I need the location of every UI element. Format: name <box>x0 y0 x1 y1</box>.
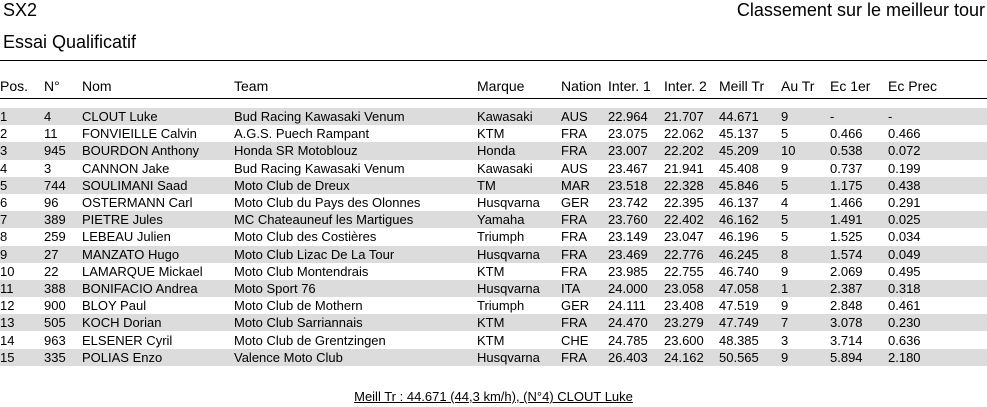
cell-nation: AUS <box>561 108 608 125</box>
table-row <box>0 194 987 211</box>
cell-team: Honda SR Motoblouz <box>234 142 477 159</box>
cell-inter-1: 23.149 <box>608 229 648 245</box>
cell-gap-previous: 0.466 <box>888 126 921 142</box>
table-row <box>0 211 987 228</box>
cell-inter-1: 23.742 <box>608 195 648 211</box>
cell-team: Moto Sport 76 <box>234 280 477 297</box>
cell-lap-number: 5 <box>781 126 789 142</box>
cell-number: 4 <box>44 108 82 125</box>
cell-inter-1: 23.007 <box>608 142 664 159</box>
table-row <box>0 228 987 245</box>
cell-gap-first: 1.466 <box>830 195 863 211</box>
cell-pos: 8 <box>0 229 8 245</box>
cell-lap-number: 1 <box>781 280 830 297</box>
cell-gap-first: 0.538 <box>830 142 888 159</box>
cell-team: Moto Club de Dreux <box>234 177 477 194</box>
cell-best-lap: 50.565 <box>719 349 781 366</box>
cell-lap-number: 9 <box>781 298 789 314</box>
cell-team: Moto Club de Mothern <box>234 298 363 314</box>
cell-pos: 14 <box>0 332 15 348</box>
cell-team: Moto Club des Costières <box>234 229 377 245</box>
cell-brand: Triumph <box>477 229 525 245</box>
cell-inter-2: 23.047 <box>664 229 704 245</box>
cell-gap-first: 2.069 <box>830 263 863 279</box>
category-title: SX2 <box>3 0 38 20</box>
results-body <box>0 108 987 366</box>
cell-lap-number: 7 <box>781 314 830 331</box>
cell-gap-first: 1.574 <box>830 246 888 263</box>
cell-nation: FRA <box>561 349 608 366</box>
column-header-inter-2: Inter. 2 <box>664 78 707 94</box>
cell-gap-previous: 0.318 <box>888 280 987 297</box>
cell-best-lap: 46.245 <box>719 246 781 263</box>
cell-inter-2: 22.062 <box>664 126 704 142</box>
cell-inter-2: 22.328 <box>664 177 719 194</box>
cell-nation: ITA <box>561 280 608 297</box>
cell-gap-previous: - <box>888 108 987 125</box>
table-row <box>0 108 987 125</box>
cell-gap-first: 2.387 <box>830 280 888 297</box>
cell-inter-2: 23.279 <box>664 314 719 331</box>
cell-inter-1: 24.785 <box>608 332 648 348</box>
cell-number: 3 <box>44 160 52 176</box>
cell-nation: AUS <box>561 160 588 176</box>
cell-gap-first: 1.491 <box>830 211 888 228</box>
cell-pos: 12 <box>0 298 15 314</box>
cell-brand: Husqvarna <box>477 195 540 211</box>
cell-inter-1: 24.000 <box>608 280 664 297</box>
cell-nation: FRA <box>561 229 587 245</box>
cell-inter-1: 23.760 <box>608 211 664 228</box>
cell-brand: Triumph <box>477 298 525 314</box>
cell-gap-first: 1.525 <box>830 229 863 245</box>
cell-lap-number: 3 <box>781 332 789 348</box>
cell-brand: Husqvarna <box>477 349 561 366</box>
cell-inter-2: 21.941 <box>664 160 704 176</box>
cell-nation: FRA <box>561 314 608 331</box>
cell-gap-previous: 0.438 <box>888 177 987 194</box>
cell-name: POLIAS Enzo <box>82 349 234 366</box>
cell-team: MC Chateauneuf les Martigues <box>234 211 477 228</box>
cell-number: 744 <box>44 177 82 194</box>
column-header-brand: Marque <box>477 78 525 94</box>
cell-brand: KTM <box>477 126 505 142</box>
cell-nation: FRA <box>561 246 608 263</box>
cell-inter-1: 24.111 <box>608 298 646 314</box>
cell-inter-1: 23.518 <box>608 177 664 194</box>
cell-pos: 1 <box>0 108 44 125</box>
cell-number: 11 <box>44 126 58 142</box>
cell-gap-previous: 0.461 <box>888 298 921 314</box>
cell-best-lap: 45.408 <box>719 160 759 176</box>
cell-gap-previous: 0.291 <box>888 195 921 211</box>
cell-nation: FRA <box>561 263 587 279</box>
cell-number: 388 <box>44 280 82 297</box>
cell-lap-number: 9 <box>781 263 789 279</box>
cell-team: Valence Moto Club <box>234 349 477 366</box>
column-header-number: N° <box>44 78 60 94</box>
cell-nation: GER <box>561 298 590 314</box>
cell-gap-previous: 0.495 <box>888 263 921 279</box>
cell-lap-number: 4 <box>781 195 789 211</box>
cell-gap-first: 5.894 <box>830 349 888 366</box>
cell-nation: CHE <box>561 332 589 348</box>
cell-team: Moto Club du Pays des Olonnes <box>234 195 421 211</box>
cell-pos: 13 <box>0 314 44 331</box>
cell-number: 96 <box>44 195 59 211</box>
cell-pos: 6 <box>0 195 8 211</box>
cell-name: BONIFACIO Andrea <box>82 280 234 297</box>
cell-team: Moto Club Montendrais <box>234 263 369 279</box>
cell-inter-2: 22.755 <box>664 263 704 279</box>
cell-nation: MAR <box>561 177 608 194</box>
cell-inter-2: 23.600 <box>664 332 704 348</box>
cell-lap-number: 9 <box>781 349 830 366</box>
cell-pos: 15 <box>0 349 44 366</box>
table-header <box>0 76 987 108</box>
cell-inter-2: 22.202 <box>664 142 719 159</box>
cell-number: 900 <box>44 298 66 314</box>
column-header-name: Nom <box>82 78 112 94</box>
cell-best-lap: 44.671 <box>719 108 781 125</box>
cell-team: A.G.S. Puech Rampant <box>234 126 370 142</box>
cell-name: SOULIMANI Saad <box>82 177 234 194</box>
cell-team: Bud Racing Kawasaki Venum <box>234 108 477 125</box>
cell-best-lap: 45.846 <box>719 177 781 194</box>
cell-best-lap: 48.385 <box>719 332 759 348</box>
cell-best-lap: 47.058 <box>719 280 781 297</box>
cell-brand: Honda <box>477 142 561 159</box>
cell-name: CLOUT Luke <box>82 108 234 125</box>
cell-gap-previous: 2.180 <box>888 349 987 366</box>
cell-team: Bud Racing Kawasaki Venum <box>234 160 405 176</box>
session-title: Essai Qualificatif <box>3 32 137 52</box>
cell-inter-1: 23.467 <box>608 160 648 176</box>
cell-inter-1: 22.964 <box>608 108 664 125</box>
cell-pos: 5 <box>0 177 44 194</box>
cell-lap-number: 9 <box>781 108 830 125</box>
cell-name: FONVIEILLE Calvin <box>82 126 197 142</box>
cell-gap-first: 3.078 <box>830 314 888 331</box>
table-row <box>0 177 987 194</box>
cell-name: LAMARQUE Mickael <box>82 263 203 279</box>
cell-gap-first: 0.737 <box>830 160 863 176</box>
column-header-gap-previous: Ec Prec <box>888 78 938 94</box>
cell-name: CANNON Jake <box>82 160 170 176</box>
cell-inter-2: 23.058 <box>664 280 719 297</box>
cell-gap-first: 2.848 <box>830 298 863 314</box>
cell-team: Moto Club de Grentzingen <box>234 332 386 348</box>
cell-gap-previous: 0.034 <box>888 229 921 245</box>
cell-brand: Kawasaki <box>477 108 561 125</box>
cell-number: 22 <box>44 263 59 279</box>
column-header-inter-1: Inter. 1 <box>608 78 651 94</box>
cell-name: BOURDON Anthony <box>82 142 234 159</box>
cell-brand: Husqvarna <box>477 280 561 297</box>
cell-inter-2: 22.395 <box>664 195 704 211</box>
cell-best-lap: 45.209 <box>719 142 781 159</box>
cell-lap-number: 10 <box>781 142 830 159</box>
cell-pos: 4 <box>0 160 8 176</box>
cell-brand: KTM <box>477 314 561 331</box>
table-row <box>0 263 987 280</box>
column-header-lap-number: Au Tr <box>781 78 815 94</box>
cell-number: 27 <box>44 246 82 263</box>
cell-name: BLOY Paul <box>82 298 147 314</box>
cell-brand: Yamaha <box>477 211 561 228</box>
cell-gap-first: 1.175 <box>830 177 888 194</box>
cell-number: 259 <box>44 229 66 245</box>
table-row <box>0 125 987 142</box>
cell-name: ELSENER Cyril <box>82 332 173 348</box>
cell-number: 963 <box>44 332 66 348</box>
cell-gap-previous: 0.072 <box>888 142 987 159</box>
cell-name: MANZATO Hugo <box>82 246 234 263</box>
cell-brand: TM <box>477 177 561 194</box>
cell-gap-first: 0.466 <box>830 126 863 142</box>
cell-best-lap: 46.162 <box>719 211 781 228</box>
cell-number: 389 <box>44 211 82 228</box>
cell-inter-2: 23.408 <box>664 298 704 314</box>
cell-brand: Kawasaki <box>477 160 533 176</box>
cell-pos: 10 <box>0 263 15 279</box>
cell-gap-previous: 0.025 <box>888 211 987 228</box>
cell-inter-1: 23.469 <box>608 246 664 263</box>
cell-inter-1: 24.470 <box>608 314 664 331</box>
cell-best-lap: 45.137 <box>719 126 759 142</box>
cell-brand: KTM <box>477 263 505 279</box>
cell-team: Moto Club Lizac De La Tour <box>234 246 477 263</box>
ranking-label: Classement sur le meilleur tour <box>736 0 985 20</box>
cell-gap-previous: 0.636 <box>888 332 921 348</box>
cell-inter-2: 21.707 <box>664 108 719 125</box>
cell-nation: FRA <box>561 142 608 159</box>
cell-name: OSTERMANN Carl <box>82 195 193 211</box>
cell-pos: 7 <box>0 211 44 228</box>
header-divider <box>0 60 987 61</box>
cell-brand: KTM <box>477 332 505 348</box>
table-row <box>0 160 987 177</box>
table-row <box>0 297 987 314</box>
cell-inter-1: 23.075 <box>608 126 648 142</box>
cell-best-lap: 46.196 <box>719 229 759 245</box>
cell-gap-previous: 0.199 <box>888 160 921 176</box>
cell-best-lap: 46.137 <box>719 195 759 211</box>
column-header-pos: Pos. <box>0 78 29 94</box>
cell-lap-number: 9 <box>781 160 789 176</box>
cell-best-lap: 47.749 <box>719 314 781 331</box>
cell-lap-number: 5 <box>781 211 830 228</box>
best-lap-text: Meill Tr : 44.671 (44,3 km/h), (N°4) CLOUT Luke <box>354 389 633 404</box>
cell-team: Moto Club Sarriannais <box>234 314 477 331</box>
cell-pos: 9 <box>0 246 44 263</box>
column-header-nation: Nation <box>561 78 602 94</box>
cell-inter-2: 22.402 <box>664 211 719 228</box>
cell-nation: FRA <box>561 126 587 142</box>
cell-gap-first: - <box>830 108 888 125</box>
cell-lap-number: 8 <box>781 246 830 263</box>
table-row <box>0 246 987 263</box>
cell-number: 505 <box>44 314 82 331</box>
cell-nation: FRA <box>561 211 608 228</box>
cell-number: 335 <box>44 349 82 366</box>
cell-pos: 2 <box>0 126 8 142</box>
best-lap-summary <box>0 389 987 404</box>
cell-inter-2: 22.776 <box>664 246 719 263</box>
table-row <box>0 331 987 348</box>
cell-best-lap: 47.519 <box>719 298 759 314</box>
column-header-team: Team <box>234 78 269 94</box>
column-header-gap-first: Ec 1er <box>830 78 871 94</box>
cell-number: 945 <box>44 142 82 159</box>
cell-name: LEBEAU Julien <box>82 229 171 245</box>
cell-brand: Husqvarna <box>477 246 561 263</box>
cell-gap-previous: 0.049 <box>888 246 987 263</box>
cell-nation: GER <box>561 195 590 211</box>
header-row <box>0 76 987 96</box>
cell-pos: 3 <box>0 142 44 159</box>
cell-inter-1: 23.985 <box>608 263 648 279</box>
table-row <box>0 280 987 297</box>
column-header-best-lap: Meill Tr <box>719 78 765 94</box>
results-table <box>0 76 987 366</box>
cell-lap-number: 5 <box>781 177 830 194</box>
table-row <box>0 349 987 366</box>
table-row <box>0 314 987 331</box>
cell-inter-1: 26.403 <box>608 349 664 366</box>
cell-name: KOCH Dorian <box>82 314 234 331</box>
cell-pos: 11 <box>0 280 44 297</box>
cell-name: PIETRE Jules <box>82 211 234 228</box>
table-row <box>0 142 987 159</box>
cell-gap-first: 3.714 <box>830 332 863 348</box>
cell-gap-previous: 0.230 <box>888 314 987 331</box>
cell-inter-2: 24.162 <box>664 349 719 366</box>
cell-lap-number: 5 <box>781 229 789 245</box>
cell-best-lap: 46.740 <box>719 263 759 279</box>
